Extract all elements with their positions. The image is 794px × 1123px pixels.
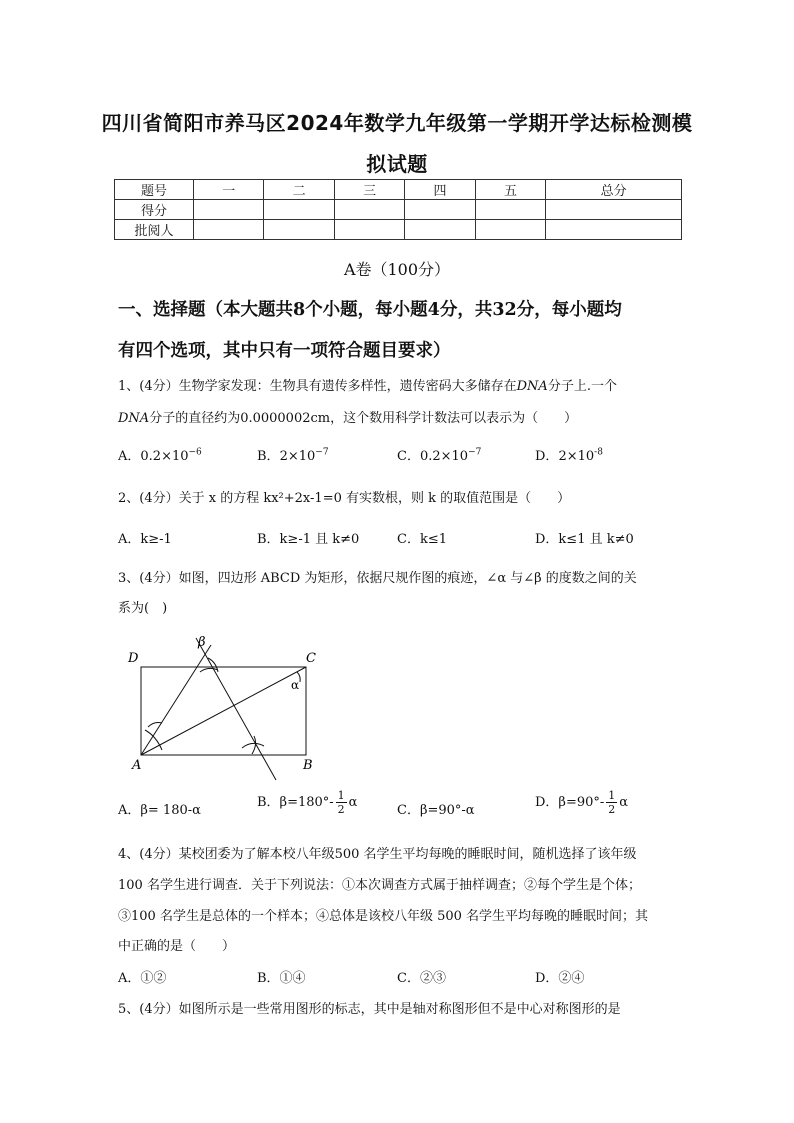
diagonal-ac [141,667,306,755]
angle-label-beta: β [198,635,206,650]
question-3-line1: 3、(4分）如图，四边形 ABCD 为矩形，依据尺规作图的痕迹，∠α 与∠β 的度数之间的关 [118,571,637,586]
option-exponent: -8 [594,447,603,458]
section-heading: A卷（100分） [343,260,451,279]
score-input-cell[interactable] [194,200,264,220]
table-cell: 三 [334,180,404,200]
option-value: 2×10 [279,449,316,464]
question-5-line1: 5、(4分）如图所示是一些常用图形的标志，其中是轴对称图形但不是中心对称图形的是 [118,1002,621,1017]
vertex-label-a: A [132,758,142,773]
grader-input-cell[interactable] [475,220,545,240]
grader-input-cell[interactable] [546,220,682,240]
fraction-denominator: 2 [608,803,616,816]
q4-option-d[interactable]: D．②④ [535,971,585,986]
grader-input-cell[interactable] [264,220,334,240]
q4-option-b[interactable]: B．①④ [257,971,306,986]
table-cell: 二 [264,180,334,200]
table-cell: 批阅人 [115,220,194,240]
score-table [114,179,682,240]
rectangle-construction-figure [118,628,333,788]
part-heading-line1: 一、选择题（本大题共8个小题，每小题4分，共32分，每小题均 [118,300,622,320]
arc-mark [145,730,162,750]
q2-option-c[interactable]: C．k≤1 [397,532,447,547]
option-label: B． [257,449,280,464]
angle-label-alpha: α [291,678,300,692]
question-4-line1: 4、(4分）某校团委为了解本校八年级500 名学生平均每晚的睡眠时间，随机选择了该年级 [118,847,637,862]
q3-option-d[interactable] [535,789,628,816]
q1-option-b[interactable] [257,445,329,464]
q1-text: ，这个数用科学计数法可以表示为（ ） [330,411,578,426]
q1-option-a[interactable] [118,445,202,464]
option-value: 2×10 [558,449,595,464]
part-heading-line2: 有四个选项，其中只有一项符合题目要求） [118,341,451,361]
fraction-numerator: 1 [337,789,345,802]
q1-unit: cm [310,411,331,426]
score-input-cell[interactable] [334,200,404,220]
option-label: D． [535,449,559,464]
q1-text: 分子上.一个 [547,379,617,394]
fraction-one-half [336,789,347,816]
q1-dna: DNA [516,379,548,394]
vertex-label-b: B [303,758,313,773]
fraction-numerator: 1 [608,789,616,802]
question-4-line3: ③100 名学生是总体的一个样本；④总体是该校八年级 500 名学生平均每晚的睡眠时间；其 [118,909,649,924]
option-value: 0.2×10 [140,449,189,464]
table-row [115,180,682,200]
grader-input-cell[interactable] [405,220,475,240]
table-row [115,220,682,240]
question-3-line2: 系为( ) [118,601,168,616]
grader-input-cell[interactable] [334,220,404,240]
option-text: B．β=180°- [257,795,334,810]
fraction-denominator: 2 [337,803,345,816]
option-label: A． [118,449,141,464]
score-input-cell[interactable] [264,200,334,220]
q1-option-c[interactable] [397,445,481,464]
q2-option-a[interactable]: A．k≥-1 [118,532,172,547]
q1-text: 1、(4分）生物学家发现：生物具有遗传多样性，遗传密码大多储存在 [118,379,517,394]
page-title-line1: 四川省简阳市养马区2024年数学九年级第一学期开学达标检测模 [101,111,693,135]
option-exponent: −6 [188,447,202,458]
question-4-line4: 中正确的是（ ） [118,939,236,954]
q1-text: 分子的直径约为0.0000002 [149,411,311,426]
q3-option-b[interactable] [257,789,357,816]
option-value: 0.2×10 [419,449,469,464]
option-text: α [348,795,358,810]
q2-option-b[interactable]: B．k≥-1 且 k≠0 [257,532,360,547]
q3-option-a[interactable]: A．β= 180-α [118,803,201,818]
q2-option-d[interactable]: D．k≤1 且 k≠0 [535,532,634,547]
option-label: C． [397,449,420,464]
table-cell: 总分 [546,180,682,200]
option-exponent: −7 [315,447,329,458]
bisector-ray [141,645,211,755]
table-cell: 四 [405,180,475,200]
q1-dna: DNA [118,411,150,426]
question-1-line1 [118,375,617,394]
q4-option-c[interactable]: C．②③ [397,971,446,986]
vertex-label-d: D [128,651,139,666]
table-cell: 得分 [115,200,194,220]
q1-option-d[interactable] [535,445,603,464]
arc-mark [242,743,264,748]
grader-input-cell[interactable] [194,220,264,240]
vertex-label-c: C [306,651,316,666]
option-exponent: −7 [468,447,482,458]
fraction-one-half [606,789,617,816]
table-cell: 题号 [115,180,194,200]
question-2-stem: 2、(4分）关于 x 的方程 kx²+2x-1=0 有实数根，则 k 的取值范围是（ ） [118,491,571,506]
q3-option-c[interactable]: C．β=90°-α [397,803,475,818]
q4-option-a[interactable]: A．①② [118,971,167,986]
question-1-line2 [118,407,577,426]
option-text: D．β=90°- [535,795,605,810]
option-text: α [619,795,629,810]
question-4-line2: 100 名学生进行调查．关于下列说法：①本次调查方式属于抽样调查；②每个学生是个体； [118,878,641,893]
score-input-cell[interactable] [405,200,475,220]
table-cell: 五 [475,180,545,200]
page-title-line2: 拟试题 [366,152,428,176]
table-row [115,200,682,220]
table-cell: 一 [194,180,264,200]
score-input-cell[interactable] [475,200,545,220]
score-input-cell[interactable] [546,200,682,220]
perpendicular-bisector [196,638,276,780]
